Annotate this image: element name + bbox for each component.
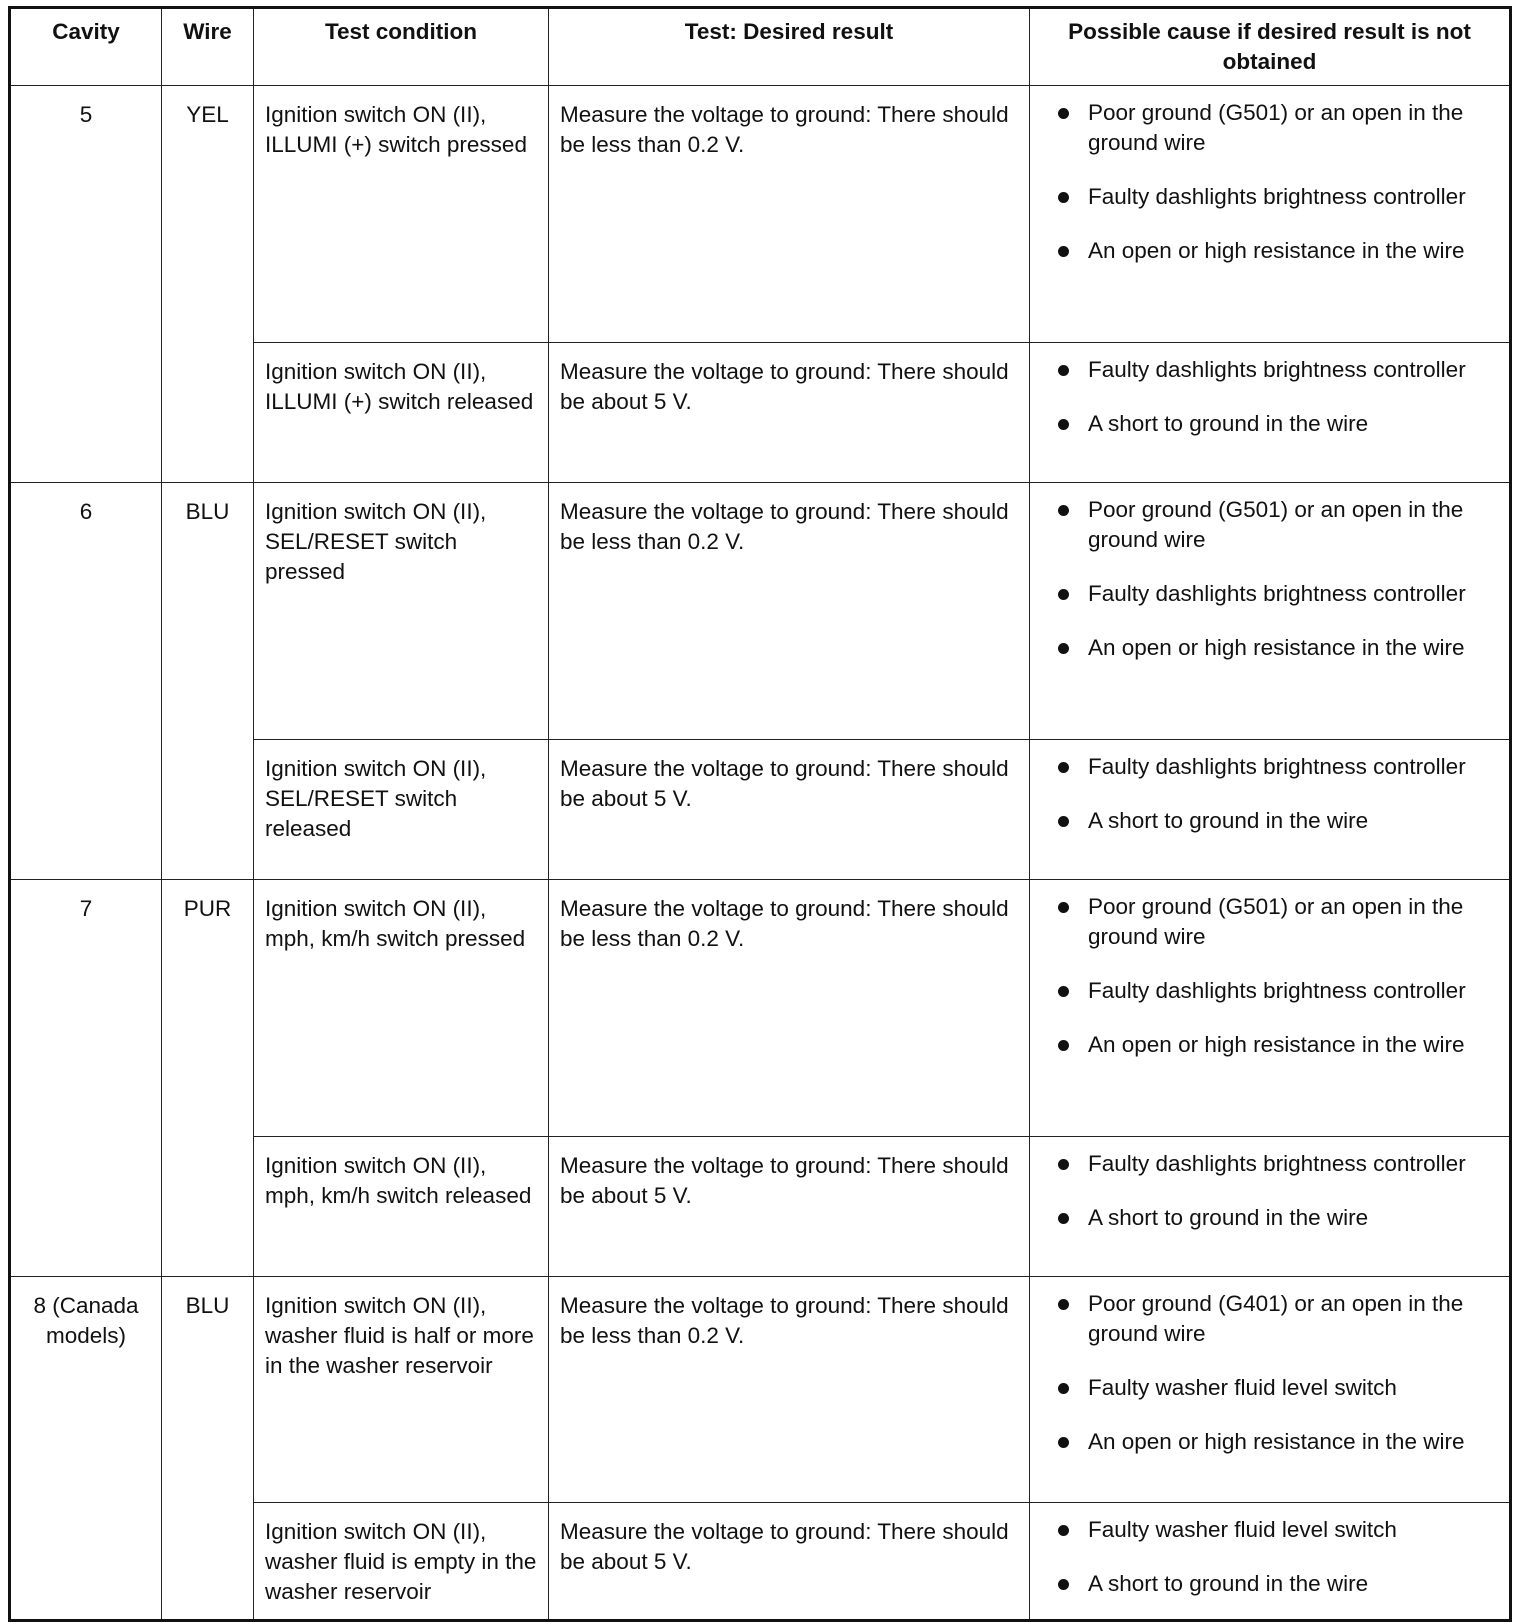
cause-item <box>1030 495 1501 555</box>
cause-item <box>1030 752 1501 782</box>
cause-list <box>1030 98 1501 266</box>
cause-item <box>1030 633 1501 663</box>
table-row <box>10 483 1511 740</box>
cause-list <box>1030 1515 1501 1599</box>
table-row <box>10 1277 1511 1503</box>
bullet-icon <box>1058 108 1069 119</box>
cause-item <box>1030 1203 1501 1233</box>
cause-text: Faulty dashlights brightness controller <box>1088 1151 1466 1176</box>
cause-item <box>1030 1289 1501 1349</box>
cause-text: An open or high resistance in the wire <box>1088 1429 1465 1454</box>
test-condition-cell: Ignition switch ON (II), ILLUMI (+) switch released <box>254 343 549 483</box>
header-desired-result: Test: Desired result <box>549 8 1030 86</box>
cause-item <box>1030 98 1501 158</box>
cavity-cell: 7 <box>10 880 162 1277</box>
cause-text: Poor ground (G501) or an open in the ground wire <box>1088 894 1464 949</box>
cause-text: Poor ground (G501) or an open in the ground wire <box>1088 100 1464 155</box>
wire-cell: PUR <box>162 880 254 1277</box>
possible-cause-cell <box>1030 880 1511 1137</box>
cause-list <box>1030 495 1501 663</box>
cause-text: Faulty washer fluid level switch <box>1088 1375 1397 1400</box>
test-table-sheet <box>8 6 1512 1622</box>
desired-result-cell: Measure the voltage to ground: There should be less than 0.2 V. <box>549 1277 1030 1503</box>
cause-text: Poor ground (G401) or an open in the ground wire <box>1088 1291 1464 1346</box>
bullet-icon <box>1058 1437 1069 1448</box>
header-possible-cause: Possible cause if desired result is not obtained <box>1030 8 1511 86</box>
cause-item <box>1030 236 1501 266</box>
cause-list <box>1030 1149 1501 1233</box>
cavity-cell: 6 <box>10 483 162 880</box>
test-condition-cell: Ignition switch ON (II), mph, km/h switch pressed <box>254 880 549 1137</box>
possible-cause-cell <box>1030 740 1511 880</box>
desired-result-cell: Measure the voltage to ground: There should be about 5 V. <box>549 1137 1030 1277</box>
test-condition-cell: Ignition switch ON (II), SEL/RESET switch pressed <box>254 483 549 740</box>
desired-result-cell: Measure the voltage to ground: There should be about 5 V. <box>549 343 1030 483</box>
table-body <box>10 86 1511 1621</box>
cause-text: Faulty dashlights brightness controller <box>1088 184 1466 209</box>
table-row <box>10 880 1511 1137</box>
cause-item <box>1030 355 1501 385</box>
header-test-condition: Test condition <box>254 8 549 86</box>
test-condition-cell: Ignition switch ON (II), washer fluid is empty in the washer reservoir <box>254 1503 549 1621</box>
desired-result-cell: Measure the voltage to ground: There should be less than 0.2 V. <box>549 880 1030 1137</box>
bullet-icon <box>1058 1159 1069 1170</box>
test-condition-cell: Ignition switch ON (II), mph, km/h switch released <box>254 1137 549 1277</box>
bullet-icon <box>1058 589 1069 600</box>
header-wire: Wire <box>162 8 254 86</box>
cause-text: Faulty dashlights brightness controller <box>1088 754 1466 779</box>
bullet-icon <box>1058 1579 1069 1590</box>
cause-text: An open or high resistance in the wire <box>1088 1032 1465 1057</box>
bullet-icon <box>1058 1525 1069 1536</box>
cause-item <box>1030 1569 1501 1599</box>
cause-text: Faulty washer fluid level switch <box>1088 1517 1397 1542</box>
cause-text: A short to ground in the wire <box>1088 1205 1369 1230</box>
cause-list <box>1030 892 1501 1060</box>
bullet-icon <box>1058 1299 1069 1310</box>
bullet-icon <box>1058 1213 1069 1224</box>
test-condition-cell: Ignition switch ON (II), SEL/RESET switch released <box>254 740 549 880</box>
connector-test-table <box>8 6 1512 1622</box>
cause-text: A short to ground in the wire <box>1088 411 1369 436</box>
cause-text: A short to ground in the wire <box>1088 1571 1369 1596</box>
cause-item <box>1030 1515 1501 1545</box>
cause-text: A short to ground in the wire <box>1088 808 1369 833</box>
bullet-icon <box>1058 762 1069 773</box>
cause-text: Faulty dashlights brightness controller <box>1088 978 1466 1003</box>
bullet-icon <box>1058 505 1069 516</box>
possible-cause-cell <box>1030 1503 1511 1621</box>
cause-text: An open or high resistance in the wire <box>1088 635 1465 660</box>
bullet-icon <box>1058 1383 1069 1394</box>
cavity-cell: 8 (Canada models) <box>10 1277 162 1621</box>
bullet-icon <box>1058 986 1069 997</box>
table-header-row <box>10 8 1511 86</box>
bullet-icon <box>1058 365 1069 376</box>
bullet-icon <box>1058 902 1069 913</box>
wire-cell: BLU <box>162 1277 254 1621</box>
bullet-icon <box>1058 246 1069 257</box>
cause-item <box>1030 1149 1501 1179</box>
desired-result-cell: Measure the voltage to ground: There should be about 5 V. <box>549 740 1030 880</box>
cause-text: An open or high resistance in the wire <box>1088 238 1465 263</box>
cause-list <box>1030 1289 1501 1457</box>
possible-cause-cell <box>1030 86 1511 343</box>
possible-cause-cell <box>1030 483 1511 740</box>
cause-text: Poor ground (G501) or an open in the ground wire <box>1088 497 1464 552</box>
header-cavity: Cavity <box>10 8 162 86</box>
cause-item <box>1030 892 1501 952</box>
cause-item <box>1030 806 1501 836</box>
bullet-icon <box>1058 192 1069 203</box>
wire-cell: YEL <box>162 86 254 483</box>
cause-list <box>1030 752 1501 836</box>
possible-cause-cell <box>1030 1277 1511 1503</box>
possible-cause-cell <box>1030 1137 1511 1277</box>
desired-result-cell: Measure the voltage to ground: There should be about 5 V. <box>549 1503 1030 1621</box>
cause-list <box>1030 355 1501 439</box>
table-row <box>10 86 1511 343</box>
cavity-cell: 5 <box>10 86 162 483</box>
desired-result-cell: Measure the voltage to ground: There should be less than 0.2 V. <box>549 86 1030 343</box>
cause-item <box>1030 1030 1501 1060</box>
cause-text: Faulty dashlights brightness controller <box>1088 357 1466 382</box>
possible-cause-cell <box>1030 343 1511 483</box>
cause-item <box>1030 1373 1501 1403</box>
cause-item <box>1030 409 1501 439</box>
bullet-icon <box>1058 419 1069 430</box>
desired-result-cell: Measure the voltage to ground: There should be less than 0.2 V. <box>549 483 1030 740</box>
cause-item <box>1030 579 1501 609</box>
cause-item <box>1030 976 1501 1006</box>
cause-item <box>1030 182 1501 212</box>
test-condition-cell: Ignition switch ON (II), washer fluid is half or more in the washer reservoir <box>254 1277 549 1503</box>
test-condition-cell: Ignition switch ON (II), ILLUMI (+) switch pressed <box>254 86 549 343</box>
cause-item <box>1030 1427 1501 1457</box>
bullet-icon <box>1058 643 1069 654</box>
bullet-icon <box>1058 1040 1069 1051</box>
wire-cell: BLU <box>162 483 254 880</box>
cause-text: Faulty dashlights brightness controller <box>1088 581 1466 606</box>
bullet-icon <box>1058 816 1069 827</box>
